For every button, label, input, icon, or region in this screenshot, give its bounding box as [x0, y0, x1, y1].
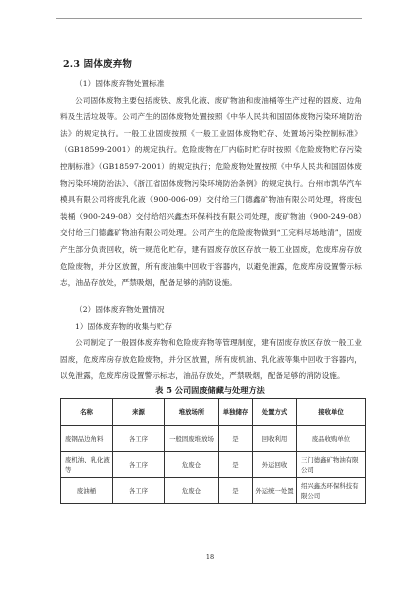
paragraph-collection: 公司制定了一般固体废弃物和危险废弃物等管理制度，建有固废存放区存放一般工业固废，危废库房存放危险废物，并分区放置，所有废机油、乳化液等集中回收于容器内，以免泄露，危废库房设置警示标志，油品存放处，严禁吸烟，配备足够的消防设施。: [60, 338, 362, 381]
header-storage-place: 堆放场所: [165, 399, 219, 426]
cell-receiver: 绍兴鑫杰环保科技有限公司: [297, 478, 366, 504]
table-header-row: [61, 399, 366, 426]
page-number: 18: [205, 553, 215, 561]
header-receiver: 接收单位: [297, 399, 366, 426]
body-text-block-2: [60, 302, 362, 385]
header-name: 名称: [61, 399, 113, 426]
cell-storage-place: 危废仓: [165, 478, 219, 504]
table-row: [61, 426, 366, 452]
header-disposal-method: 处置方式: [253, 399, 297, 426]
paragraph-standards: 公司固体废物主要包括废铁、废乳化液、废矿物油和废油桶等生产过程的固废、边角料及生活垃圾等。公司产生的固体废物处置按照《中华人民共和国固体废物污染环境防治法》的规定执行。一般工业固废按照《一般工业固体废物贮存、处置场污染控制标准》（GB18599-2001）的规定执行。危险废物在厂内临时贮存时按照《危险废物贮存污染控制标准》（GB18597-2001）的规定执行；危险废物处置按照《中华人民共和国固体废物污染环境防治法》、《浙江省固体废物污染环境防治条例》的规定执行。台州市凯华汽车模具有限公司将废乳化液（900-006-09）交付给三门德鑫矿物油有限公司处理，将废包装桶（900-249-08）交付给绍兴鑫杰环保科技有限公司处理，废矿物油（900-249-08）交付给三门德鑫矿物油有限公司处理。公司产生的危险废物做到“工完料尽场地清”，固废产生部分负责回收，统一规范化贮存，建有固废存放区存放一般工业固废，危废库房存放危险废物，并分区放置，所有废油集中回收于容器内，以避免泄露，危废库房设置警示标志，油品存放处，严禁吸烟，配备足够的消防设施。: [60, 95, 362, 288]
cell-receiver: 三门德鑫矿物油有限公司: [297, 452, 366, 478]
cell-source: 各工序: [113, 478, 165, 504]
subheading-disposal: （2）固体废弃物处置情况: [75, 305, 165, 314]
header-source: 来源: [113, 399, 165, 426]
cell-name: 废钢品边角料: [61, 426, 113, 452]
body-text-block-1: [60, 76, 362, 292]
cell-separate-storage: 是: [219, 478, 253, 504]
cell-name: 废机油、乳化液等: [61, 452, 113, 478]
waste-table: [60, 398, 366, 504]
cell-source: 各工序: [113, 426, 165, 452]
cell-separate-storage: 是: [219, 452, 253, 478]
header-separate-storage: 单独储存: [219, 399, 253, 426]
cell-storage-place: 危废仓: [165, 452, 219, 478]
cell-disposal-method: 外运统一处置: [253, 478, 297, 504]
cell-name: 废油桶: [61, 478, 113, 504]
cell-disposal-method: 外运回收: [253, 452, 297, 478]
subheading-standards: （1）固体废弃物处置标准: [75, 79, 165, 88]
table-row: [61, 452, 366, 478]
cell-disposal-method: 回收利用: [253, 426, 297, 452]
table-caption: 表 5 公司固废储藏与处理方法: [155, 385, 265, 395]
cell-receiver: 废品收购单位: [297, 426, 366, 452]
cell-storage-place: 一般固废堆放场: [165, 426, 219, 452]
table-row: [61, 478, 366, 504]
subheading-collection: 1）固体废弃物的收集与贮存: [75, 321, 173, 331]
cell-source: 各工序: [113, 452, 165, 478]
section-title: 2.3 固体废弃物: [63, 59, 133, 70]
header-rule: [56, 18, 362, 19]
cell-separate-storage: 是: [219, 426, 253, 452]
